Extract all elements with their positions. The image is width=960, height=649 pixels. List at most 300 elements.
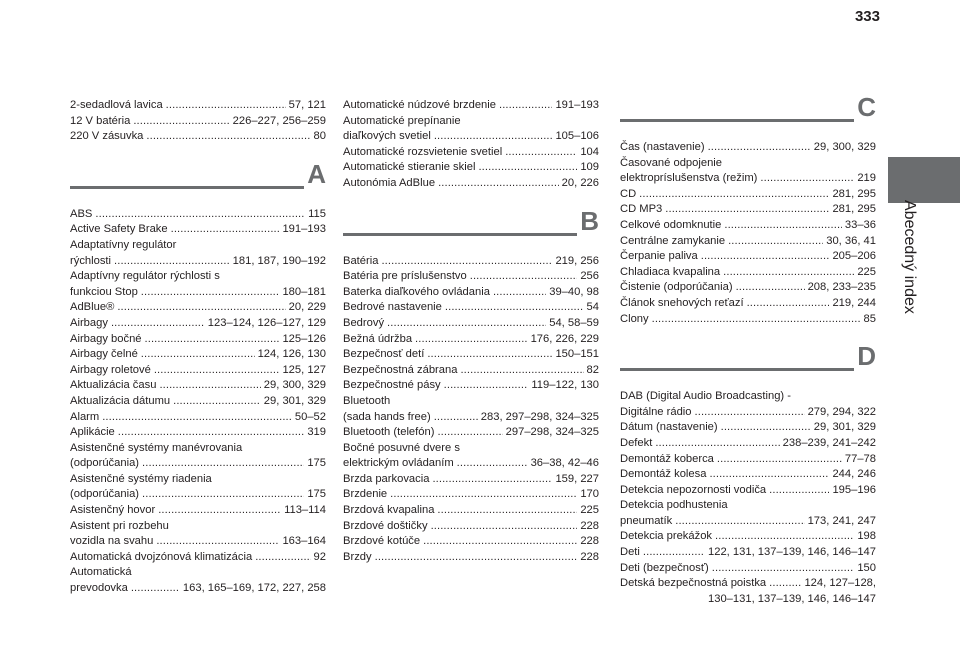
dot-leader [387,316,546,332]
dot-leader [721,420,811,436]
letter-heading-a [70,158,326,203]
dot-leader [117,300,285,316]
entries-a [70,207,326,597]
index-entry-line: Adaptívny regulátor rýchlosti s [70,270,220,283]
dot-leader [444,378,529,394]
entry-term: Bluetooth (telefón) [343,426,435,439]
index-entry [343,269,599,285]
heading-letter: D [857,341,876,372]
dot-leader [760,171,854,187]
dot-leader [457,456,528,472]
entry-pages-continued: 130–131, 137–139, 146, 146–147 [708,592,876,605]
entry-term: Detekcia nepozornosti vodiča [620,483,767,496]
dot-leader [142,456,304,472]
letter-heading-b [343,205,599,250]
entry-term: CD [620,187,637,200]
entry-pages: 125–126 [282,332,326,345]
heading-rule [70,186,304,189]
entry-pages: 36–38, 42–46 [530,457,599,470]
entry-term: Čas (nastavenie) [620,141,705,153]
entry-term: Batéria pre príslušenstvo [343,270,467,283]
dot-leader [166,98,286,114]
entry-term: pneumatík [620,514,673,527]
entry-pages: 281, 295 [832,187,876,200]
entry-pages: 57, 121 [288,99,326,111]
heading-rule [620,368,854,371]
entry-pages: 244, 246 [832,468,876,481]
dot-leader [728,234,823,250]
dot-leader [141,285,280,301]
heading-letter: C [857,92,876,122]
index-entry [70,98,326,114]
index-entry [343,378,599,394]
dot-leader [415,332,528,348]
entry-pages: 54, 58–59 [549,316,599,329]
index-column-1 [70,98,326,597]
entry-term: vozidla na svahu [70,535,154,548]
index-entry [620,420,876,436]
entry-term: Demontáž koberca [620,452,714,465]
entry-term: Brzdové kotúče [343,535,421,548]
entry-pages: 109 [580,161,599,174]
entry-pages: 29, 300, 329 [263,379,326,392]
index-column-2 [343,98,599,565]
heading-letter: B [580,205,599,236]
entry-pages: 122, 131, 137–139, 146, 146–147 [708,546,876,559]
dot-leader [114,254,230,270]
index-entry [620,202,876,218]
dot-leader [478,160,577,176]
index-entry [620,467,876,483]
entry-pages: 208, 233–235 [807,281,876,294]
index-entry [620,312,876,328]
dot-leader [695,405,805,421]
entry-term: 2-sedadlová lavica [70,99,163,111]
entry-term: Digitálne rádio [620,405,692,418]
index-entry [343,300,599,316]
index-entry [343,425,599,441]
index-entry [620,452,876,468]
index-entry [70,285,326,301]
index-entry [343,129,599,145]
index-entry [343,456,599,472]
entry-term: Čerpanie paliva [620,250,698,263]
entry-term: Aktualizácia dátumu [70,394,171,407]
index-entry [620,514,876,530]
entry-pages: 256 [580,270,599,283]
entry-term: Alarm [70,410,100,423]
dot-leader [146,129,310,145]
dot-leader [173,394,261,410]
index-entry-line: Časované odpojenie [620,156,723,169]
dot-leader [434,129,553,145]
entry-pages: 219, 256 [555,254,599,267]
index-entry [70,347,326,363]
index-entry-line: Bluetooth [343,394,391,407]
entry-term: Clony [620,312,649,325]
entry-term: Centrálne zamykanie [620,234,726,247]
index-column-3 [620,92,876,607]
entry-term: funkciou Stop [70,285,138,298]
entry-term: (sada hands free) [343,410,431,423]
entry-pages: 33–36 [844,218,876,231]
entry-term: Brzdová kvapalina [343,504,435,517]
dot-leader [643,545,705,561]
index-entry [620,249,876,265]
entry-pages: 163, 165–169, 172, 227, 258 [182,582,326,595]
entry-term: Článok snehových reťazí [620,296,744,309]
entry-term: prevodovka [70,582,128,595]
entry-pages: 123–124, 126–127, 129 [207,316,326,329]
dot-leader [95,207,305,223]
dot-leader [701,249,830,265]
index-entry [70,254,326,270]
side-tab-marker [888,157,960,203]
dot-leader [432,472,552,488]
dot-leader [470,269,578,285]
index-entry [70,363,326,379]
entries-d [620,389,876,607]
entry-term: Detská bezpečnostná poistka [620,577,767,590]
index-entry [343,285,599,301]
dot-leader [747,296,830,312]
index-entry [70,425,326,441]
entry-pages: 191–193 [555,99,599,111]
dot-leader [723,265,854,281]
entry-term: Brzdové doštičky [343,519,428,532]
entry-pages: 198 [857,530,876,543]
index-entry [343,550,599,566]
entry-term: rýchlosti [70,254,112,267]
index-entry [70,332,326,348]
entries-b [343,254,599,566]
entry-pages: 50–52 [294,410,326,423]
index-entry [70,534,326,550]
dot-leader [434,410,478,426]
entry-pages: 119–122, 130 [531,379,599,392]
entry-term: Airbagy [70,316,108,329]
dot-leader [708,140,811,156]
index-entry-line: DAB (Digital Audio Broadcasting) - [620,390,791,403]
entries-numeric [70,98,326,145]
index-entry [620,483,876,499]
dot-leader [154,363,280,379]
entry-term: CD MP3 [620,203,663,216]
dot-leader [717,452,842,468]
entry-pages: 283, 297–298, 324–325 [480,410,599,423]
entry-term: Bežná údržba [343,332,413,345]
index-entry [70,378,326,394]
entry-pages: 228 [580,519,599,532]
entry-pages: 20, 229 [288,301,326,314]
entry-pages: 176, 226, 229 [530,332,599,345]
entry-term: 12 V batéria [70,114,131,127]
index-entry [343,519,599,535]
entry-pages: 170 [580,488,599,501]
entry-term: Bedrový [343,316,385,329]
entry-pages: 181, 187, 190–192 [232,254,326,267]
entry-pages: 29, 301, 329 [263,394,326,407]
entry-term: Brzdy [343,550,372,563]
entry-term: Demontáž kolesa [620,468,707,481]
index-entry-line: Asistenčné systémy riadenia [70,472,212,485]
entry-pages: 105–106 [555,130,599,143]
index-entry-line: Detekcia podhustenia [620,499,728,512]
dot-leader [390,487,577,503]
entry-pages: 20, 226 [561,176,599,189]
index-entry [343,332,599,348]
entry-pages: 92 [313,550,326,563]
index-entry [343,503,599,519]
entry-term: Autonómia AdBlue [343,176,436,189]
dot-leader [159,378,260,394]
index-entry [620,561,876,577]
entry-pages: 195–196 [832,483,876,496]
index-entry [620,296,876,312]
entry-term: Automatické stieranie skiel [343,161,476,174]
entries-a-continued [343,98,599,192]
entry-term: Bezpečnostné pásy [343,379,441,392]
index-entry [343,160,599,176]
index-entry [70,503,326,519]
entry-term: Brzda parkovacia [343,472,430,485]
dot-leader [142,487,304,503]
dot-leader [141,347,255,363]
heading-rule [620,119,854,122]
letter-heading-c [620,92,876,136]
dot-leader [493,285,546,301]
entry-pages: 205–206 [832,250,876,263]
entry-pages: 175 [307,457,326,470]
index-entry [343,145,599,161]
entry-term: Chladiaca kvapalina [620,265,721,278]
entry-pages: 113–114 [284,504,326,517]
entry-term: Baterka diaľkového ovládania [343,285,490,298]
entry-pages: 180–181 [282,285,326,298]
entry-term: Aplikácie [70,426,115,439]
entry-pages: 124, 126, 130 [257,348,326,361]
entry-pages: 319 [307,426,326,439]
index-entry [620,140,876,156]
entry-term: Bedrové nastavenie [343,301,442,314]
entry-pages: 225 [857,265,876,278]
side-section-title: Abecedný index [901,200,918,314]
index-entry [343,176,599,192]
entry-pages: 30, 36, 41 [826,234,876,247]
entry-pages: 150–151 [555,348,599,361]
entry-pages: 115 [308,207,326,220]
dot-leader [133,114,229,130]
entry-term: Automatická dvojzónová klimatizácia [70,550,253,563]
dot-leader [445,300,584,316]
entry-term: Bezpečnosť detí [343,348,425,361]
entry-pages: 228 [580,535,599,548]
index-entry [70,487,326,503]
dot-leader [460,363,583,379]
dot-leader [171,222,280,238]
index-entry-line: Automatická [70,566,132,579]
dot-leader [709,467,829,483]
index-entry [620,187,876,203]
entry-pages: 226–227, 256–259 [232,114,326,127]
entry-pages: 85 [863,312,876,325]
dot-leader [736,280,805,296]
dot-leader [438,176,559,192]
index-entry [620,576,876,592]
entry-pages: 80 [313,130,326,143]
dot-leader [712,561,855,577]
dot-leader [431,519,578,535]
dot-leader [769,483,829,499]
dot-leader [652,312,861,328]
heading-letter: A [307,158,326,189]
entry-term: Airbagy roletové [70,363,151,376]
entries-c [620,140,876,327]
index-entry [343,534,599,550]
entry-term: Automatické rozsvietenie svetiel [343,145,503,158]
index-entry [70,394,326,410]
dot-leader [437,425,502,441]
entry-term: Dátum (nastavenie) [620,421,718,434]
index-entry [620,436,876,452]
entry-term: Active Safety Brake [70,223,168,236]
entry-term: Deti [620,546,640,559]
entry-pages: 279, 294, 322 [807,405,876,418]
entry-pages: 54 [586,301,599,314]
entry-term: Defekt [620,436,653,449]
entry-pages: 238–239, 241–242 [782,436,876,449]
dot-leader [437,503,577,519]
index-entry [70,129,326,145]
entry-term: Airbagy bočné [70,332,142,345]
index-entry [70,410,326,426]
entry-term: Asistenčný hovor [70,504,156,517]
dot-leader [724,218,842,234]
index-entry [70,300,326,316]
entry-term: (odporúčania) [70,457,140,470]
entry-term: AdBlue® [70,301,115,314]
index-entry [620,265,876,281]
entry-pages: 175 [307,488,326,501]
entry-pages: 297–298, 324–325 [505,426,599,439]
dot-leader [655,436,779,452]
entry-pages: 159, 227 [555,472,599,485]
index-entry-line: Asistenčné systémy manévrovania [70,441,243,454]
index-entry [620,171,876,187]
index-entry [343,363,599,379]
index-entry-line: Automatické prepínanie [343,114,461,127]
entry-term: Aktualizácia času [70,379,157,392]
letter-heading-d [620,341,876,385]
page-number: 333 [854,8,880,25]
index-entry [70,207,326,223]
index-entry [343,410,599,426]
entry-pages: 82 [586,363,599,376]
dot-leader [255,550,310,566]
heading-rule [343,233,577,236]
entry-term: Brzdenie [343,488,388,501]
dot-leader [158,503,281,519]
entry-term: 220 V zásuvka [70,130,144,143]
entry-pages: 77–78 [844,452,876,465]
index-entry [70,581,326,597]
index-entry [70,222,326,238]
dot-leader [375,550,578,566]
entry-pages: 173, 241, 247 [807,514,876,527]
index-entry-line: Asistent pri rozbehu [70,519,169,532]
entry-pages: 219, 244 [832,296,876,309]
entry-pages: 191–193 [282,223,326,236]
index-entry [620,234,876,250]
dot-leader [769,576,801,592]
entry-term: (odporúčania) [70,488,140,501]
entry-pages: 150 [857,561,876,574]
entry-pages: 219 [857,172,876,185]
index-entry [620,405,876,421]
index-entry [620,545,876,561]
dot-leader [381,254,552,270]
index-entry [620,218,876,234]
entry-term: Bezpečnostná zábrana [343,363,458,376]
entry-pages: 104 [580,145,599,158]
dot-leader [156,534,279,550]
dot-leader [118,425,305,441]
entry-pages: 225 [580,504,599,517]
entry-term: Deti (bezpečnosť) [620,561,709,574]
dot-leader [102,410,292,426]
entry-term: Batéria [343,254,379,267]
index-entry-line: Adaptatívny regulátor [70,238,177,251]
dot-leader [499,98,552,114]
dot-leader [505,145,577,161]
index-entry [620,280,876,296]
index-entry [343,347,599,363]
dot-leader [111,316,205,332]
index-entry [70,456,326,472]
entry-term: elektrickým ovládaním [343,457,454,470]
index-entry [343,487,599,503]
entry-term: Airbagy čelné [70,348,138,361]
entry-pages: 29, 301, 329 [813,421,876,434]
entry-term: Čistenie (odporúčania) [620,281,733,294]
entry-pages: 124, 127–128, [804,577,876,590]
index-entry [620,529,876,545]
dot-leader [145,332,280,348]
entry-term: ABS [70,207,93,220]
index-entry [70,550,326,566]
index-entry [70,316,326,332]
dot-leader [131,581,180,597]
index-entry [343,472,599,488]
index-entry [343,254,599,270]
entry-pages: 163–164 [282,535,326,548]
dot-leader [423,534,577,550]
entry-pages: 39–40, 98 [549,285,599,298]
entry-pages: 228 [580,550,599,563]
entry-term: Detekcia prekážok [620,530,713,543]
dot-leader [675,514,804,530]
entry-pages: 281, 295 [832,203,876,216]
dot-leader [715,529,854,545]
entry-term: diaľkových svetiel [343,130,431,143]
index-entry [343,98,599,114]
entry-pages: 29, 300, 329 [813,141,876,153]
dot-leader [639,187,829,203]
index-entry [343,316,599,332]
dot-leader [665,202,829,218]
entry-term: Celkové odomknutie [620,218,722,231]
entry-pages: 125, 127 [282,363,326,376]
